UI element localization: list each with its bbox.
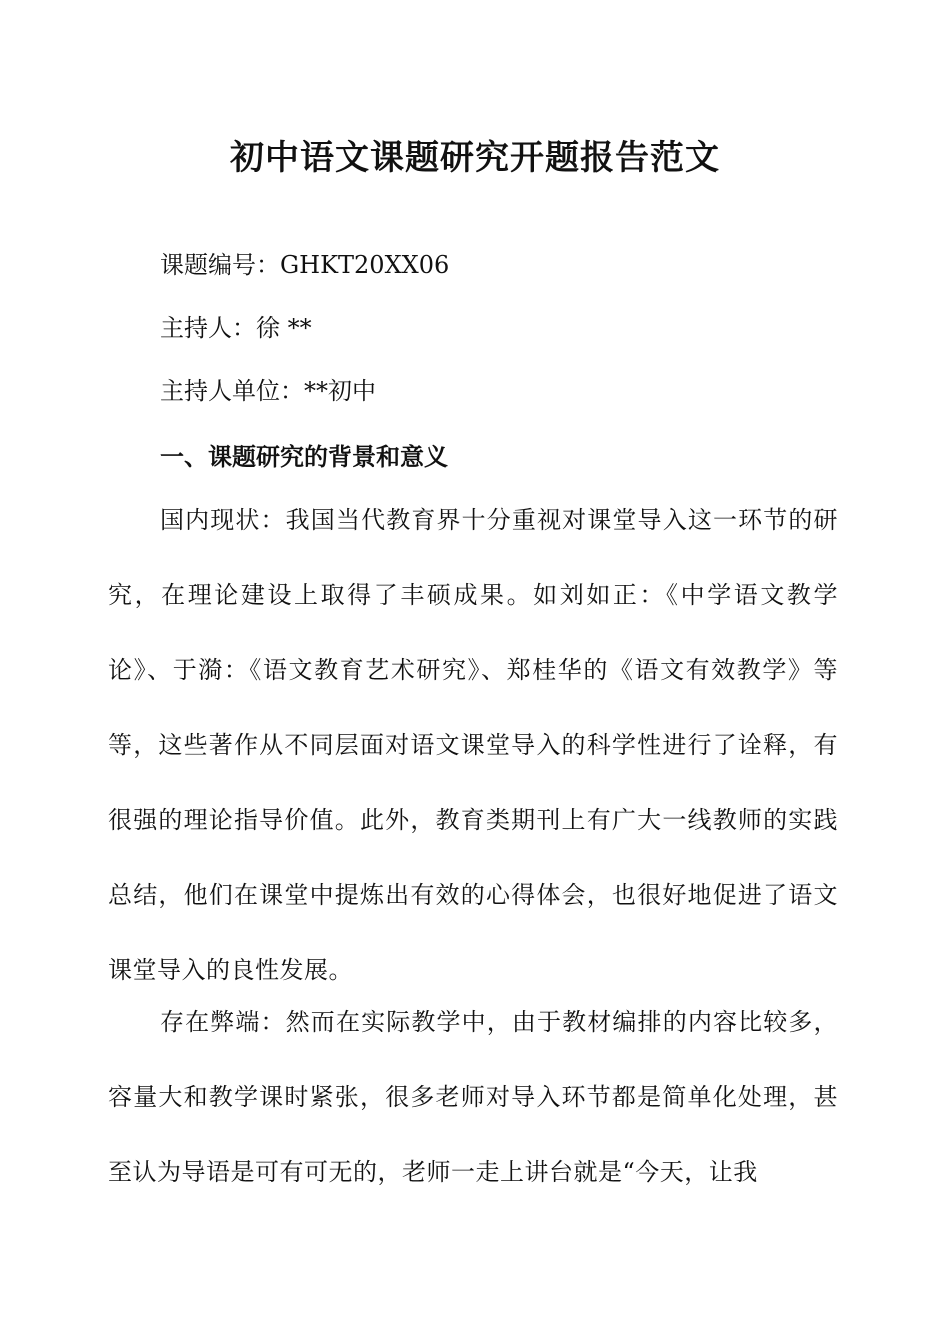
project-host: 主持人：徐 ** xyxy=(160,314,312,342)
section-heading-background: 一、课题研究的背景和意义 xyxy=(160,443,448,471)
project-number: 课题编号：GHKT20XX06 xyxy=(160,251,450,279)
paragraph-existing-problems: 存在弊端：然而在实际教学中，由于教材编排的内容比较多，容量大和教学课时紧张，很多老师对导入环节都是简单化处理，甚至认为导语是可有可无的，老师一走上讲台就是“今天，让我 xyxy=(108,1008,838,1186)
project-host-unit: 主持人单位：**初中 xyxy=(160,377,376,405)
paragraph-domestic-status: 国内现状：我国当代教育界十分重视对课堂导入这一环节的研究，在理论建设上取得了丰硕成果。如刘如正：《中学语文教学论》、于漪：《语文教育艺术研究》、郑桂华的《语文有效教学》等等，这些著作从不同层面对语文课堂导入的科学性进行了诠释，有很强的理论指导价值。此外，教育类期刊上有广大一线教师的实践总结，他们在课堂中提炼出有效的心得体会，也很好地促进了语文课堂导入的良性发展。 xyxy=(108,506,838,984)
document-title: 初中语文课题研究开题报告范文 xyxy=(230,138,720,178)
